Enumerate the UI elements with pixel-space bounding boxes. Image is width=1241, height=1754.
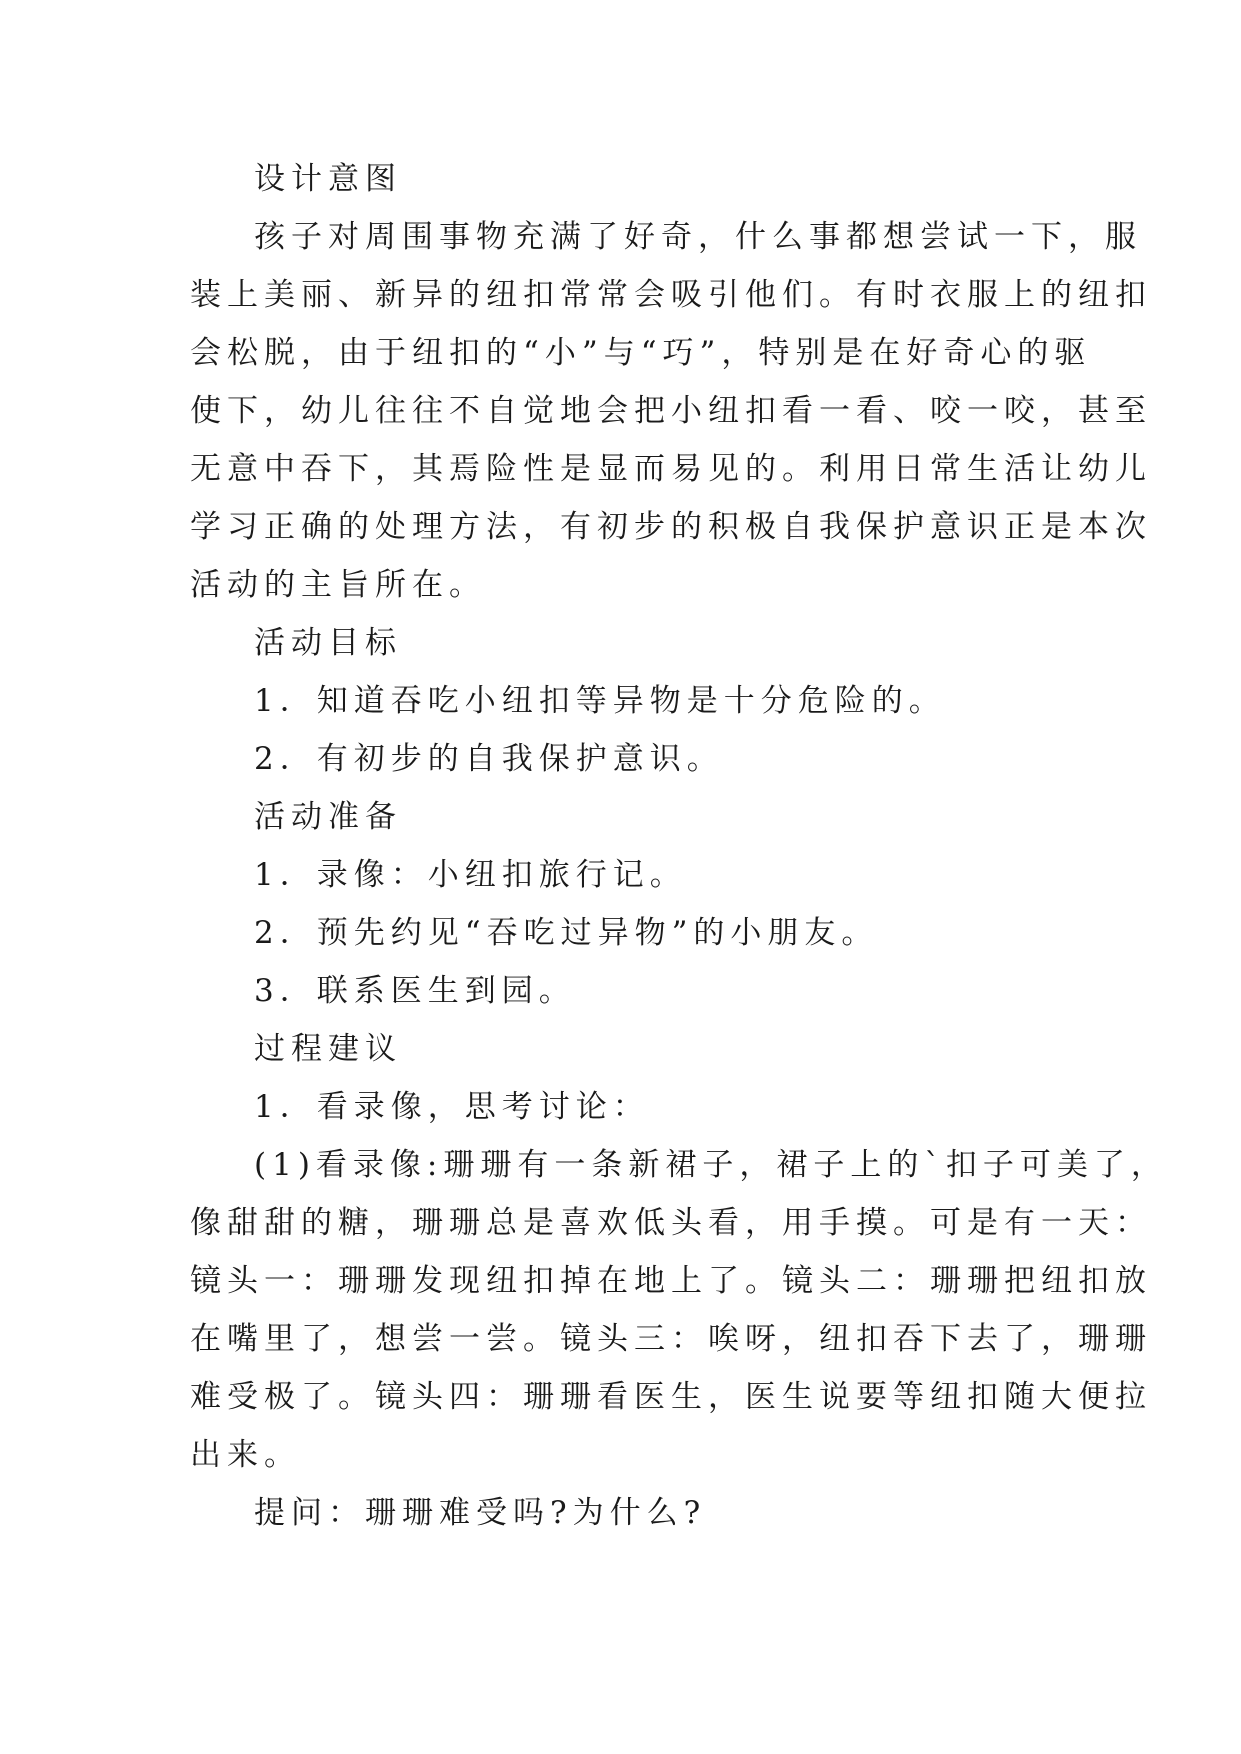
paragraph-line: 学习正确的处理方法，有初步的积极自我保护意识正是本次 [190,509,1152,545]
paragraph-line: 出来。 [190,1437,301,1473]
section-heading-process-suggestions: 过程建议 [254,1031,402,1067]
list-item: 1．录像：小纽扣旅行记。 [254,857,687,893]
paragraph-line: (1)看录像:珊珊有一条新裙子，裙子上的`扣子可美了， [254,1147,1168,1183]
paragraph-line: 使下，幼儿往往不自觉地会把小纽扣看一看、咬一咬，甚至 [190,393,1152,429]
section-heading-activity-goals: 活动目标 [254,625,402,661]
list-item: 3．联系医生到园。 [254,973,576,1009]
section-heading-design-intent: 设计意图 [254,161,402,197]
section-heading-activity-preparation: 活动准备 [254,799,402,835]
paragraph-line: 装上美丽、新异的纽扣常常会吸引他们。有时衣服上的纽扣 [190,277,1152,313]
list-item: 1．知道吞吃小纽扣等异物是十分危险的。 [254,683,946,719]
question-line: 提问：珊珊难受吗?为什么? [254,1495,707,1531]
paragraph-line: 像甜甜的糖，珊珊总是喜欢低头看，用手摸。可是有一天： [190,1205,1152,1241]
list-item: 2．预先约见“吞吃过异物”的小朋友。 [254,915,879,951]
document-page [190,150,1168,1542]
paragraph-line: 活动的主旨所在。 [190,567,486,603]
paragraph-line: 孩子对周围事物充满了好奇，什么事都想尝试一下，服 [254,219,1142,255]
list-item: 2．有初步的自我保护意识。 [254,741,724,777]
paragraph-line: 镜头一：珊珊发现纽扣掉在地上了。镜头二：珊珊把纽扣放 [190,1263,1152,1299]
list-item: 1．看录像，思考讨论： [254,1089,650,1125]
paragraph-line: 难受极了。镜头四：珊珊看医生，医生说要等纽扣随大便拉 [190,1379,1152,1415]
paragraph-line: 无意中吞下，其焉险性是显而易见的。利用日常生活让幼儿 [190,451,1152,487]
paragraph-line: 在嘴里了，想尝一尝。镜头三：唉呀，纽扣吞下去了，珊珊 [190,1321,1152,1357]
paragraph-line: 会松脱，由于纽扣的“小”与“巧”，特别是在好奇心的驱 [190,335,1092,371]
